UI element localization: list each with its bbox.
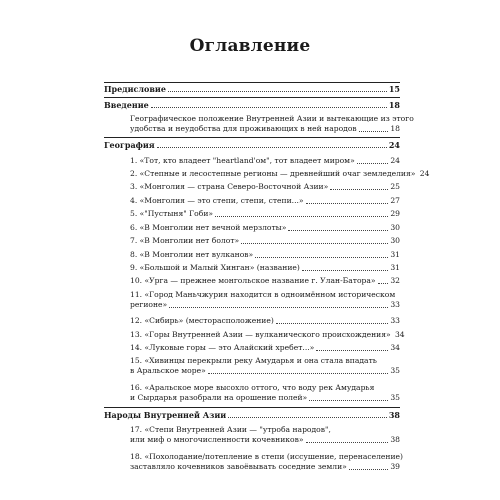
toc-entry[interactable] (130, 156, 400, 166)
toc-label: 7. «В Монголии нет болот» (130, 236, 240, 245)
dot-leader (309, 400, 388, 401)
dot-leader (330, 189, 388, 190)
toc-entry[interactable] (130, 250, 400, 260)
toc-page-number: 33 (390, 300, 400, 309)
toc-label: География (104, 140, 155, 150)
toc-page-number: 34 (390, 343, 400, 352)
dot-leader (276, 323, 388, 324)
dot-leader (302, 270, 388, 271)
toc-page-number: 24 (388, 140, 400, 150)
toc-entry[interactable] (130, 223, 400, 233)
toc-page-number: 18 (390, 124, 400, 133)
toc-entry[interactable] (130, 316, 400, 326)
dot-leader (169, 307, 388, 308)
toc-label: или миф о многочисленности кочевников» (130, 435, 304, 444)
dot-leader (168, 91, 387, 92)
page-title: Оглавление (189, 36, 311, 56)
dot-leader (228, 417, 387, 418)
toc-label: 6. «В Монголии нет вечной мерзлоты» (130, 223, 287, 232)
toc-entry[interactable] (130, 263, 400, 273)
toc-label: Введение (104, 100, 149, 110)
toc-page-number: 30 (390, 223, 400, 232)
toc-label: удобства и неудобства для проживающих в ней народов (130, 124, 357, 133)
toc-label: и Сырдарья разобрали на орошение полей» (130, 393, 308, 402)
section-divider (104, 407, 400, 408)
dot-leader (359, 131, 388, 132)
toc-section-preface[interactable] (104, 84, 400, 94)
toc-page-number: 27 (390, 196, 400, 205)
toc-page-number: 24 (419, 169, 430, 178)
dot-leader (316, 350, 388, 351)
toc-entry[interactable] (130, 462, 400, 472)
dot-leader (255, 257, 388, 258)
dot-leader (208, 373, 388, 374)
top-rule (104, 82, 400, 83)
toc-label: 10. «Урга — прежнее монгольское название г. Улан-Батора» (130, 276, 376, 285)
toc-label: Народы Внутренней Азии (104, 410, 227, 420)
toc-entry[interactable] (130, 209, 400, 219)
toc-entry-line1: Географическое положение Внутренней Азии и вытекающие из этого (130, 114, 414, 123)
dot-leader (215, 216, 388, 217)
dot-leader (157, 147, 387, 148)
dot-leader (306, 442, 388, 443)
toc-entry[interactable] (130, 330, 405, 340)
toc-label: 4. «Монголия — это степи, степи, степи...» (130, 196, 304, 205)
toc-page-number: 34 (394, 330, 405, 339)
toc-page-number: 30 (390, 236, 400, 245)
toc-label: 13. «Горы Внутренней Азии — вулканического происхождения» (130, 330, 391, 339)
toc-label: заставляло кочевников завоёвывать соседние земли» (130, 462, 347, 471)
toc-page-number: 39 (390, 462, 400, 471)
toc-page-number: 31 (390, 250, 400, 259)
dot-leader (288, 230, 388, 231)
toc-entry[interactable] (130, 169, 430, 179)
dot-leader (151, 107, 387, 108)
toc-entry[interactable] (130, 366, 400, 376)
toc-label: 1. «Тот, кто владеет "heartland'ом", тот владеет миром» (130, 156, 355, 165)
toc-entry[interactable] (130, 124, 400, 134)
dot-leader (306, 203, 388, 204)
toc-entry[interactable] (130, 276, 400, 286)
dot-leader (241, 243, 388, 244)
toc-page-number: 38 (388, 410, 400, 420)
toc-label: 12. «Сибирь» (месторасположение) (130, 316, 274, 325)
toc-page-number: 35 (390, 393, 400, 402)
toc-page-number: 38 (390, 435, 400, 444)
dot-leader (378, 283, 388, 284)
toc-page-number: 31 (390, 263, 400, 272)
toc-entry-line1: 11. «Город Маньчжурия находится в одноимённом историческом (130, 290, 396, 299)
toc-entry-line1: 18. «Похолодание/потепление в степи (иссушение, перенаселение) (130, 452, 404, 461)
toc-label: в Аральское море» (130, 366, 206, 375)
toc-label: регионе» (130, 300, 168, 309)
toc-page-number: 25 (390, 182, 400, 191)
toc-label: 8. «В Монголии нет вулканов» (130, 250, 254, 259)
toc-label: Предисловие (104, 84, 166, 94)
toc-section-introduction[interactable] (104, 100, 400, 110)
toc-entry[interactable] (130, 393, 400, 403)
dot-leader (349, 469, 388, 470)
toc-entry[interactable] (130, 435, 400, 445)
toc-entry[interactable] (130, 236, 400, 246)
toc-entry-line1: 15. «Хивинцы перекрыли реку Амударья и она стала впадать (130, 356, 377, 365)
toc-entry[interactable] (130, 196, 400, 206)
toc-label: 3. «Монголия — страна Северо-Восточной Азии» (130, 182, 329, 191)
toc-label: 2. «Степные и лесостепные регионы — древнейший очаг земледелия» (130, 169, 416, 178)
toc-entry-line1: 16. «Аральское море высохло оттого, что воду рек Амударья (130, 383, 375, 392)
toc-page-number: 18 (388, 100, 400, 110)
toc-label: 5. «"Пустыня" Гоби» (130, 209, 214, 218)
toc-page-number: 33 (390, 316, 400, 325)
section-divider (104, 137, 400, 138)
toc-page-number: 24 (390, 156, 400, 165)
toc-entry[interactable] (130, 343, 400, 353)
toc-entry[interactable] (130, 300, 400, 310)
toc-page-number: 29 (390, 209, 400, 218)
toc-page-number: 32 (390, 276, 400, 285)
toc-section-geography[interactable] (104, 140, 400, 150)
toc-entry-line1: 17. «Степи Внутренней Азии — "утроба народов", (130, 425, 331, 434)
section-divider (104, 97, 400, 98)
toc-page-number: 15 (388, 84, 400, 94)
toc-page-number: 35 (390, 366, 400, 375)
toc-label: 9. «Большой и Малый Хинган» (название) (130, 263, 300, 272)
dot-leader (357, 163, 388, 164)
toc-section-peoples[interactable] (104, 410, 400, 420)
toc-label: 14. «Луковые горы — это Алайский хребет...» (130, 343, 315, 352)
toc-entry[interactable] (130, 182, 400, 192)
